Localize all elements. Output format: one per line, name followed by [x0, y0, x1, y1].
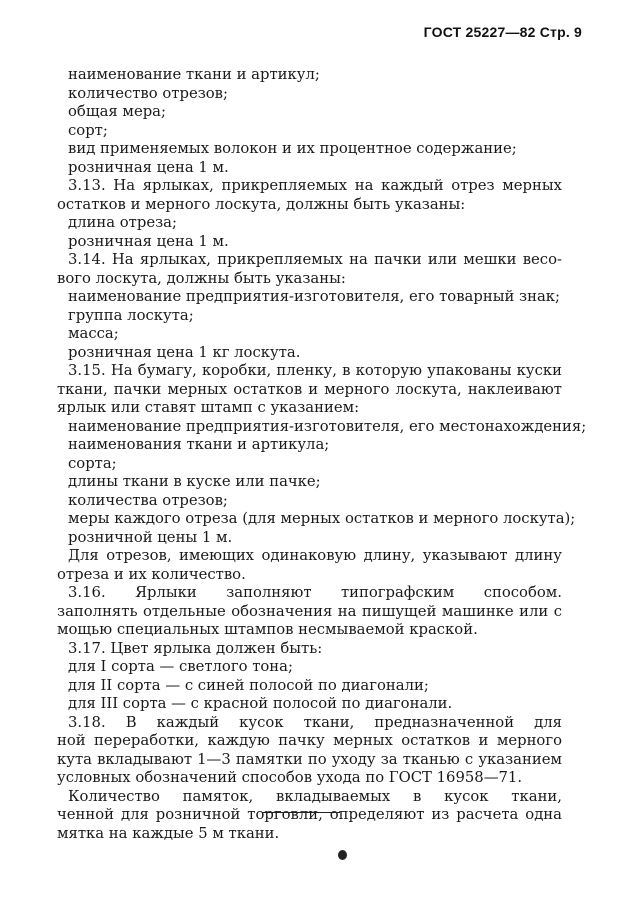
text-line: остатков и мерного лоскута, должны быть указаны: [57, 195, 466, 213]
text-line: 3.14. На ярлыках, прикрепляемых на пачки или мешки весо- [68, 251, 562, 268]
text-line: меры каждого отреза (для мерных остатков и мерного лоскута); [68, 510, 576, 527]
text-line: условных обозначений способов ухода по ГОСТ 16958—71. [57, 769, 523, 786]
text-line: мятка на каждые 5 м ткани. [57, 824, 280, 842]
text-line: наименование предприятия-изготовителя, его местонахождения; [68, 417, 587, 435]
text-line: вид применяемых волокон и их процентное содержание; [68, 140, 517, 157]
ink-dot [338, 850, 347, 860]
text-line: 3.17. Цвет ярлыка должен быть: [68, 639, 323, 657]
document-body [57, 66, 587, 843]
text-line: сорт; [68, 121, 108, 139]
text-line: ной переработки, каждую пачку мерных остатков и мерного [57, 732, 562, 749]
text-line: 3.15. На бумагу, коробки, пленку, в которую упакованы куски [68, 362, 562, 379]
text-line: отреза и их количество. [57, 565, 246, 583]
text-line: ченной для розничной торговли, определяют из расчета одна [57, 806, 562, 823]
text-line: Для отрезов, имеющих одинаковую длину, указывают длину [68, 547, 562, 564]
text-line: кута вкладывают 1—3 памятки по уходу за тканью с указанием [57, 750, 562, 768]
text-line: группа лоскута; [68, 306, 194, 324]
text-line: наименование предприятия-изготовителя, его товарный знак; [68, 288, 561, 305]
text-line: 3.18. В каждый кусок ткани, предназначенной для [68, 713, 562, 731]
text-line: розничная цена 1 м. [68, 158, 229, 176]
text-line: розничной цены 1 м. [68, 528, 233, 546]
text-line: ярлык или ставят штамп с указанием: [57, 399, 360, 416]
text-line: ткани, пачки мерных остатков и мерного лоскута, наклеивают [57, 380, 562, 398]
text-line: для III сорта — с красной полосой по диагонали. [68, 695, 453, 712]
text-line: общая мера; [68, 103, 166, 120]
text-line: длины ткани в куске или пачке; [68, 473, 321, 490]
text-line: для II сорта — с синей полосой по диагонали; [68, 676, 429, 694]
footnote-rule [262, 812, 340, 813]
text-line: масса; [68, 325, 119, 342]
text-line: розничная цена 1 кг лоскута. [68, 343, 301, 361]
text-line: розничная цена 1 м. [68, 232, 229, 250]
text-line: сорта; [68, 454, 117, 472]
text-line: 3.13. На ярлыках, прикрепляемых на каждый отрез мерных [68, 177, 562, 194]
text-line: длина отреза; [68, 214, 177, 231]
text-line: для I сорта — светлого тона; [68, 658, 293, 675]
text-line: наименование ткани и артикул; [68, 66, 320, 83]
text-line: 3.16. Ярлыки заполняют типографским способом. [68, 584, 562, 601]
text-line: наименования ткани и артикула; [68, 436, 330, 453]
text-line: Количество памяток, вкладываемых в кусок ткани, [68, 787, 562, 805]
page-header: ГОСТ 25227—82 Стр. 9 [423, 24, 582, 40]
text-line: вого лоскута, должны быть указаны: [57, 269, 346, 287]
text-line: количество отрезов; [68, 84, 228, 102]
text-line: количества отрезов; [68, 491, 228, 509]
text-line: заполнять отдельные обозначения на пишущей машинке или с [57, 602, 562, 620]
text-line: мощью специальных штампов несмываемой краской. [57, 621, 478, 638]
